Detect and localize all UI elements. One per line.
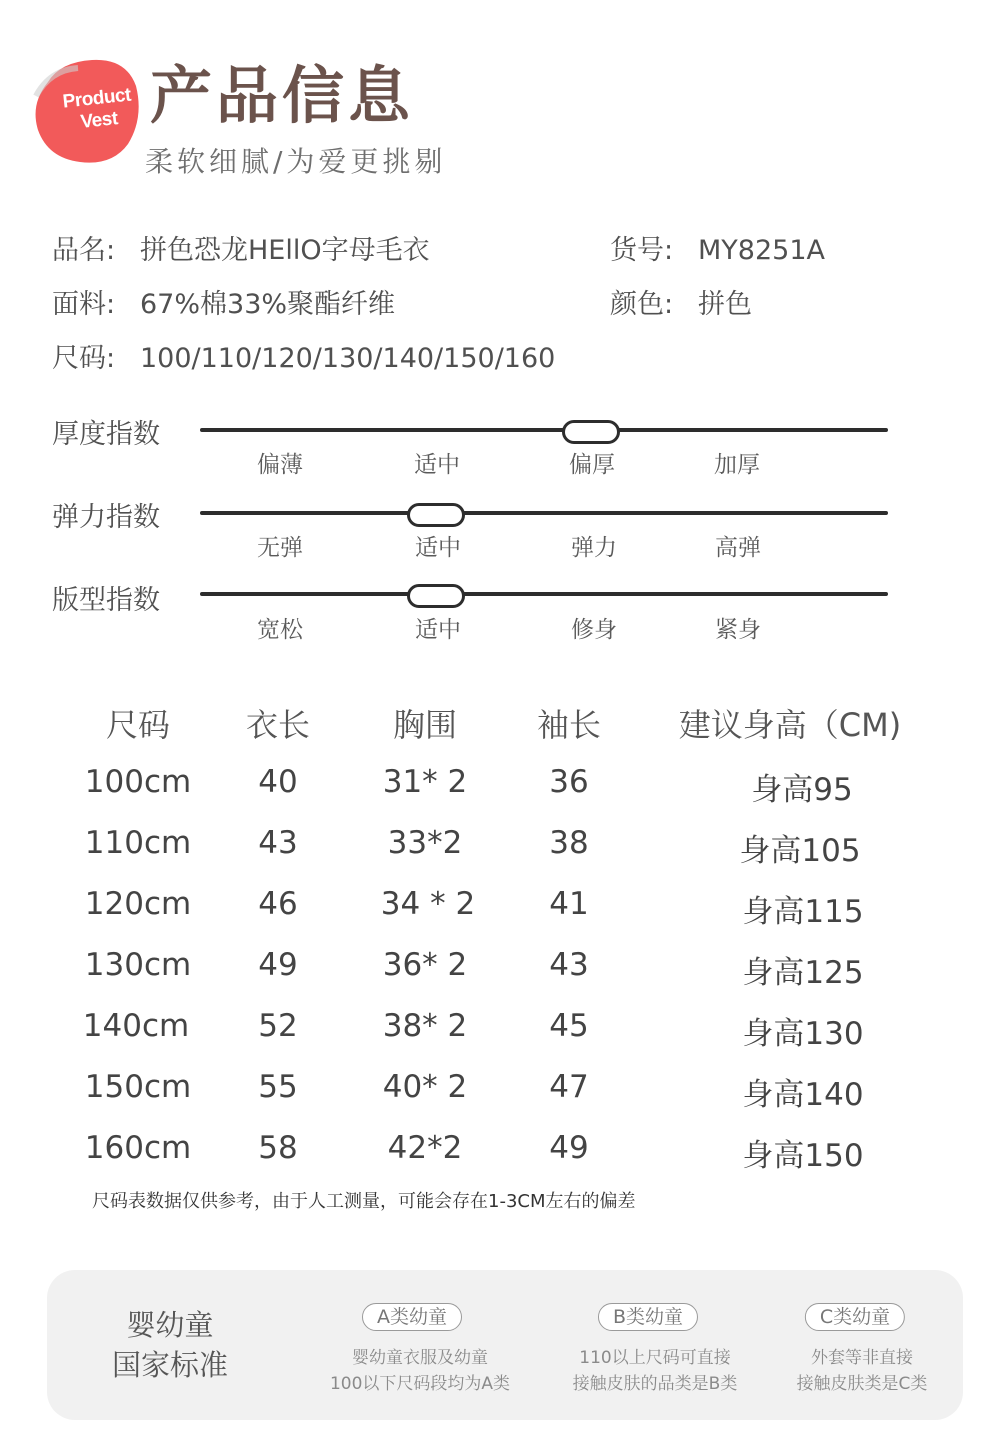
table-cell: 55 xyxy=(258,1069,298,1105)
class-a-desc-2: 100以下尺码段均为A类 xyxy=(329,1374,511,1394)
table-cell: 36* 2 xyxy=(382,947,468,983)
class-b-desc-2: 接触皮肤的品类是B类 xyxy=(572,1374,738,1394)
table-cell: 120cm xyxy=(84,886,192,922)
table-cell: 100cm xyxy=(84,764,192,800)
index-knob xyxy=(562,420,620,444)
table-cell: 150cm xyxy=(84,1069,192,1105)
table-cell: 140cm xyxy=(82,1008,190,1044)
table-header: 胸围 xyxy=(392,706,458,744)
page-title: 产品信息 xyxy=(150,59,415,132)
index-track xyxy=(200,428,888,432)
table-cell: 45 xyxy=(549,1008,589,1044)
table-cell: 42*2 xyxy=(387,1130,463,1166)
index-label: 版型指数 xyxy=(52,585,160,616)
table-cell: 40 xyxy=(258,764,298,800)
class-b-tag: B类幼童 xyxy=(598,1303,698,1331)
index-track xyxy=(200,511,888,515)
table-cell: 43 xyxy=(549,947,589,983)
index-option: 弹力 xyxy=(571,535,617,561)
index-option: 修身 xyxy=(571,617,617,643)
table-cell: 47 xyxy=(549,1069,589,1105)
index-knob xyxy=(407,503,465,527)
table-cell: 身高115 xyxy=(742,894,864,930)
table-cell: 身高95 xyxy=(751,772,853,808)
table-cell: 41 xyxy=(549,886,589,922)
class-a-desc-1: 婴幼童衣服及幼童 xyxy=(352,1348,488,1368)
index-option: 加厚 xyxy=(714,452,760,478)
class-b-desc-1: 110以上尺码可直接 xyxy=(579,1348,731,1368)
standard-title-line-2: 国家标准 xyxy=(111,1348,228,1382)
class-a-tag: A类幼童 xyxy=(362,1303,462,1331)
standard-title-line-1: 婴幼童 xyxy=(126,1308,214,1342)
table-cell: 160cm xyxy=(84,1130,192,1166)
table-cell: 40* 2 xyxy=(382,1069,468,1105)
table-cell: 33*2 xyxy=(387,825,463,861)
index-option: 偏厚 xyxy=(569,452,615,478)
info-sku-value: MY8251A xyxy=(698,235,825,266)
standard-title xyxy=(100,1305,240,1385)
index-option: 紧身 xyxy=(715,617,761,643)
table-cell: 38 xyxy=(549,825,589,861)
badge-line-1: Product xyxy=(61,84,132,113)
info-material-value: 67%棉33%聚酯纤维 xyxy=(140,289,396,320)
index-knob xyxy=(407,584,465,608)
table-cell: 36 xyxy=(549,764,589,800)
info-name xyxy=(52,228,430,267)
info-material xyxy=(52,282,395,321)
index-option: 适中 xyxy=(415,617,461,643)
index-option: 高弹 xyxy=(715,535,761,561)
info-color-label: 颜色: xyxy=(610,289,674,320)
info-name-label: 品名: xyxy=(52,235,116,266)
table-cell: 110cm xyxy=(84,825,192,861)
product-badge xyxy=(30,56,140,166)
info-size-label: 尺码: xyxy=(52,343,116,374)
class-c-tag: C类幼童 xyxy=(805,1303,905,1331)
info-size xyxy=(52,336,555,375)
table-cell: 52 xyxy=(258,1008,298,1044)
info-size-value: 100/110/120/130/140/150/160 xyxy=(140,343,556,374)
index-option: 无弹 xyxy=(257,535,303,561)
index-label: 厚度指数 xyxy=(52,419,160,450)
index-option: 偏薄 xyxy=(257,452,303,478)
table-cell: 身高150 xyxy=(742,1138,864,1174)
index-track xyxy=(200,592,888,596)
table-cell: 49 xyxy=(258,947,298,983)
table-cell: 34 * 2 xyxy=(380,886,476,922)
table-cell: 58 xyxy=(258,1130,298,1166)
index-option: 适中 xyxy=(415,535,461,561)
page-subtitle: 柔软细腻/为爱更挑剔 xyxy=(145,145,447,178)
class-c-desc-2: 接触皮肤类是C类 xyxy=(796,1374,928,1394)
class-c-desc-1: 外套等非直接 xyxy=(811,1348,913,1368)
table-header: 衣长 xyxy=(245,706,311,744)
table-cell: 身高140 xyxy=(742,1077,864,1113)
table-cell: 31* 2 xyxy=(382,764,468,800)
index-option: 宽松 xyxy=(257,617,303,643)
table-header: 尺码 xyxy=(105,706,171,744)
info-material-label: 面料: xyxy=(52,289,116,320)
table-cell: 46 xyxy=(258,886,298,922)
table-header: 建议身高（CM) xyxy=(678,706,902,744)
size-table-note: 尺码表数据仅供参考，由于人工测量，可能会存在1-3CM左右的偏差 xyxy=(92,1191,636,1212)
info-name-value: 拼色恐龙HEllO字母毛衣 xyxy=(140,235,430,266)
badge-line-2: Vest xyxy=(79,108,119,133)
index-label: 弹力指数 xyxy=(52,502,160,533)
index-option: 适中 xyxy=(414,452,460,478)
table-cell: 38* 2 xyxy=(382,1008,468,1044)
table-cell: 49 xyxy=(549,1130,589,1166)
info-sku-label: 货号: xyxy=(610,235,674,266)
table-cell: 130cm xyxy=(84,947,192,983)
table-cell: 身高105 xyxy=(739,833,861,869)
table-cell: 身高125 xyxy=(742,955,864,991)
info-color xyxy=(610,282,752,321)
info-color-value: 拼色 xyxy=(698,289,752,320)
table-header: 袖长 xyxy=(536,706,602,744)
info-sku xyxy=(610,228,825,267)
table-cell: 43 xyxy=(258,825,298,861)
table-cell: 身高130 xyxy=(742,1016,864,1052)
